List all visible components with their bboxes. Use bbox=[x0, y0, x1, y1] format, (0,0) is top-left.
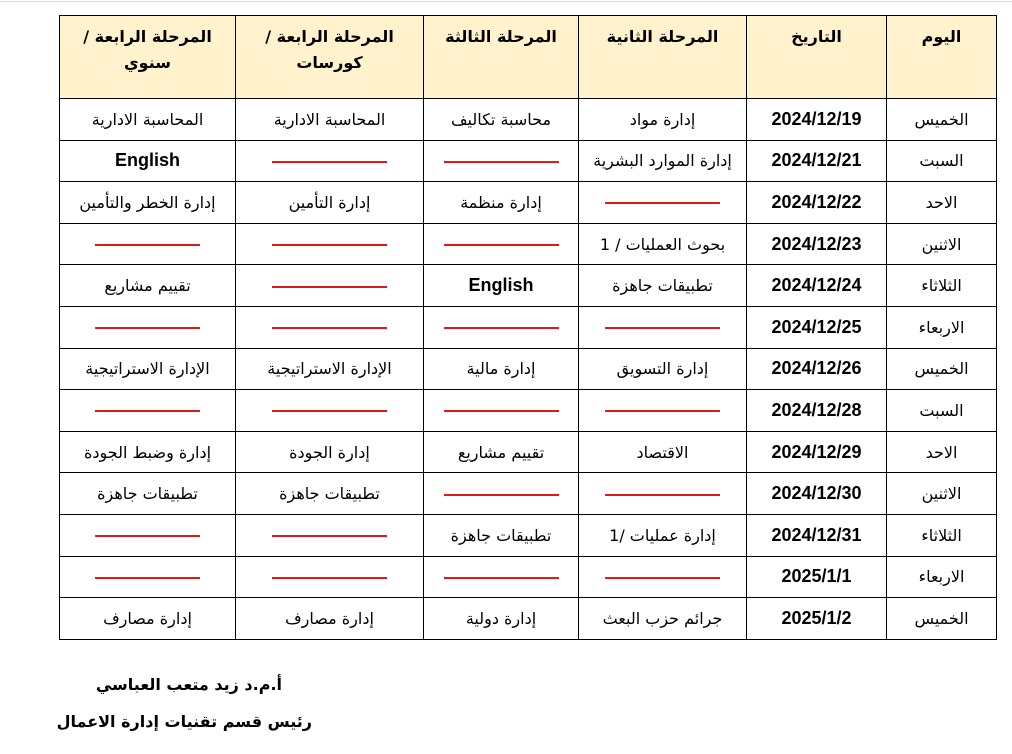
cell-stage3: تطبيقات جاهزة bbox=[424, 514, 579, 556]
cell-stage4-annual bbox=[60, 514, 236, 556]
cell-date: 2024/12/30 bbox=[747, 473, 887, 515]
table-header-row bbox=[60, 16, 997, 99]
cell-stage4-annual bbox=[60, 223, 236, 265]
signatory-title: رئيس قسم تقنيات إدارة الاعمال bbox=[56, 712, 312, 731]
cell-stage4-annual: إدارة مصارف bbox=[60, 598, 236, 640]
cell-day: الثلاثاء bbox=[887, 265, 997, 307]
cell-stage3: إدارة دولية bbox=[424, 598, 579, 640]
cell-stage3 bbox=[424, 473, 579, 515]
cell-day: الاربعاء bbox=[887, 556, 997, 598]
cell-stage4-courses: إدارة الجودة bbox=[236, 431, 424, 473]
cell-stage2: إدارة عمليات /1 bbox=[579, 514, 747, 556]
cell-stage2 bbox=[579, 390, 747, 432]
empty-slot-dash bbox=[272, 244, 387, 246]
table-row bbox=[60, 473, 997, 515]
cell-stage4-annual bbox=[60, 306, 236, 348]
header-stage3: المرحلة الثالثة bbox=[424, 16, 579, 99]
table-row bbox=[60, 431, 997, 473]
empty-slot-dash bbox=[605, 577, 720, 579]
cell-day: السبت bbox=[887, 390, 997, 432]
cell-day: الاثنين bbox=[887, 473, 997, 515]
header-day: اليوم bbox=[887, 16, 997, 99]
cell-stage3: English bbox=[424, 265, 579, 307]
cell-day: الاحد bbox=[887, 431, 997, 473]
empty-slot-dash bbox=[605, 410, 720, 412]
cell-stage2: إدارة الموارد البشرية bbox=[579, 140, 747, 182]
cell-date: 2024/12/23 bbox=[747, 223, 887, 265]
cell-stage2: إدارة مواد bbox=[579, 99, 747, 141]
cell-stage3 bbox=[424, 140, 579, 182]
cell-stage2 bbox=[579, 473, 747, 515]
cell-date: 2024/12/28 bbox=[747, 390, 887, 432]
cell-stage4-annual bbox=[60, 556, 236, 598]
table-row bbox=[60, 514, 997, 556]
cell-date: 2024/12/25 bbox=[747, 306, 887, 348]
cell-stage2 bbox=[579, 182, 747, 224]
empty-slot-dash bbox=[272, 535, 387, 537]
cell-date: 2024/12/24 bbox=[747, 265, 887, 307]
signatory-name: أ.م.د زيد متعب العباسي bbox=[95, 675, 282, 694]
cell-stage2: جرائم حزب البعث bbox=[579, 598, 747, 640]
cell-stage4-courses: المحاسبة الادارية bbox=[236, 99, 424, 141]
table-row bbox=[60, 265, 997, 307]
table-row bbox=[60, 556, 997, 598]
cell-stage4-annual: الإدارة الاستراتيجية bbox=[60, 348, 236, 390]
cell-day: الخميس bbox=[887, 598, 997, 640]
empty-slot-dash bbox=[95, 410, 200, 412]
empty-slot-dash bbox=[444, 410, 559, 412]
empty-slot-dash bbox=[605, 202, 720, 204]
table-row bbox=[60, 348, 997, 390]
header-stage2: المرحلة الثانية bbox=[579, 16, 747, 99]
cell-stage4-courses bbox=[236, 265, 424, 307]
table-body bbox=[60, 99, 997, 640]
exam-schedule-table bbox=[59, 15, 997, 640]
table-row bbox=[60, 182, 997, 224]
cell-stage2: إدارة التسويق bbox=[579, 348, 747, 390]
cell-day: الخميس bbox=[887, 348, 997, 390]
cell-stage4-courses bbox=[236, 223, 424, 265]
cell-stage4-annual: English bbox=[60, 140, 236, 182]
empty-slot-dash bbox=[444, 161, 559, 163]
empty-slot-dash bbox=[95, 535, 200, 537]
cell-stage3: إدارة مالية bbox=[424, 348, 579, 390]
cell-stage4-annual: إدارة الخطر والتأمين bbox=[60, 182, 236, 224]
table-row bbox=[60, 140, 997, 182]
cell-stage3: تقييم مشاريع bbox=[424, 431, 579, 473]
table-row bbox=[60, 99, 997, 141]
header-stage4-annual: المرحلة الرابعة / سنوي bbox=[60, 16, 236, 99]
empty-slot-dash bbox=[605, 494, 720, 496]
cell-date: 2024/12/21 bbox=[747, 140, 887, 182]
cell-stage4-courses: تطبيقات جاهزة bbox=[236, 473, 424, 515]
header-stage4-courses: المرحلة الرابعة / كورسات bbox=[236, 16, 424, 99]
cell-stage4-courses: إدارة مصارف bbox=[236, 598, 424, 640]
cell-date: 2025/1/2 bbox=[747, 598, 887, 640]
cell-date: 2024/12/22 bbox=[747, 182, 887, 224]
cell-stage3 bbox=[424, 556, 579, 598]
cell-stage4-courses: الإدارة الاستراتيجية bbox=[236, 348, 424, 390]
empty-slot-dash bbox=[444, 244, 559, 246]
cell-stage4-courses bbox=[236, 390, 424, 432]
header-date: التاريخ bbox=[747, 16, 887, 99]
cell-date: 2025/1/1 bbox=[747, 556, 887, 598]
cell-stage4-annual: تقييم مشاريع bbox=[60, 265, 236, 307]
cell-stage2: بحوث العمليات / 1 bbox=[579, 223, 747, 265]
empty-slot-dash bbox=[95, 577, 200, 579]
table-row bbox=[60, 390, 997, 432]
cell-day: الاثنين bbox=[887, 223, 997, 265]
empty-slot-dash bbox=[272, 286, 387, 288]
cell-day: الثلاثاء bbox=[887, 514, 997, 556]
cell-stage4-annual: إدارة وضبط الجودة bbox=[60, 431, 236, 473]
empty-slot-dash bbox=[272, 577, 387, 579]
empty-slot-dash bbox=[444, 327, 559, 329]
empty-slot-dash bbox=[444, 494, 559, 496]
cell-stage4-courses bbox=[236, 140, 424, 182]
table-row bbox=[60, 306, 997, 348]
cell-stage2: الاقتصاد bbox=[579, 431, 747, 473]
cell-date: 2024/12/26 bbox=[747, 348, 887, 390]
cell-stage3 bbox=[424, 390, 579, 432]
table-row bbox=[60, 598, 997, 640]
empty-slot-dash bbox=[444, 577, 559, 579]
cell-stage3 bbox=[424, 306, 579, 348]
cell-stage4-courses bbox=[236, 556, 424, 598]
cell-stage3: إدارة منظمة bbox=[424, 182, 579, 224]
cell-stage3 bbox=[424, 223, 579, 265]
cell-day: الخميس bbox=[887, 99, 997, 141]
cell-stage3: محاسبة تكاليف bbox=[424, 99, 579, 141]
cell-stage4-annual: المحاسبة الادارية bbox=[60, 99, 236, 141]
empty-slot-dash bbox=[605, 327, 720, 329]
cell-stage4-annual: تطبيقات جاهزة bbox=[60, 473, 236, 515]
empty-slot-dash bbox=[95, 327, 200, 329]
cell-date: 2024/12/19 bbox=[747, 99, 887, 141]
cell-date: 2024/12/31 bbox=[747, 514, 887, 556]
cell-stage4-courses bbox=[236, 306, 424, 348]
empty-slot-dash bbox=[95, 244, 200, 246]
cell-day: الاربعاء bbox=[887, 306, 997, 348]
cell-stage2: تطبيقات جاهزة bbox=[579, 265, 747, 307]
cell-stage4-annual bbox=[60, 390, 236, 432]
cell-stage4-courses: إدارة التأمين bbox=[236, 182, 424, 224]
empty-slot-dash bbox=[272, 410, 387, 412]
cell-date: 2024/12/29 bbox=[747, 431, 887, 473]
cell-stage4-courses bbox=[236, 514, 424, 556]
top-rule bbox=[0, 1, 1012, 2]
cell-day: الاحد bbox=[887, 182, 997, 224]
cell-stage2 bbox=[579, 556, 747, 598]
table-row bbox=[60, 223, 997, 265]
cell-stage2 bbox=[579, 306, 747, 348]
empty-slot-dash bbox=[272, 161, 387, 163]
cell-day: السبت bbox=[887, 140, 997, 182]
empty-slot-dash bbox=[272, 327, 387, 329]
